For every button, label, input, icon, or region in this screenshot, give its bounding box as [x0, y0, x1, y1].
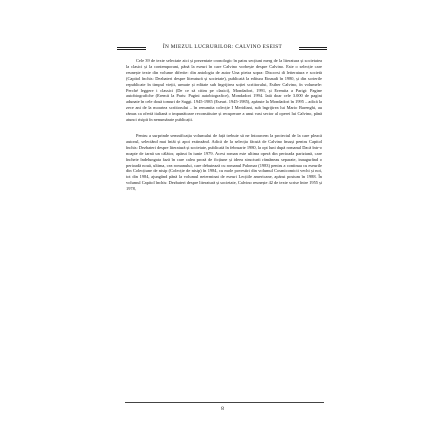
header-rule-right [299, 47, 327, 48]
footer-rule [125, 402, 324, 403]
page-number: 8 [221, 406, 224, 412]
running-head-title: ÎN MIEZUL LUCRURILOR: CALVINO ESEIST [162, 44, 283, 50]
paragraph-gap [126, 123, 322, 133]
running-head [117, 43, 327, 51]
paragraph-2: Pentru a surprinde semnificația volumului de față trebuie să ne întoarcem la proiectul de la care pleacă autorul, selectând mai întâi și apoi extinzând. Adică de la selecția făcută de Calvino însuși pentru Capitol închis: Dezbateri despre literatură și societate, publicată în februarie 1980, la opt luni după romanul Dacă într-o noapte de iarnă un călător, apărut în iunie 1979. Acest roman este ultima operă din perioada pariziană, care încheie îndelungata fază în care calea proză de ficțiune și ideea structurii rămâneau separate, inaugurând o perioadă nouă, ultima, cea romanului, care debutează cu romanul Palomar (1983) pentru a continua cu eseurile din Colecțiune de nisip (Colecție de nisip) în 1984, cu mole povestiri din volumul Cosmicomicii vechi și noi, tot din 1984, ajungând până la volumul neterminat de eseuri Lecțiile americane, apărut postum în 1988. În volumul Capitol închis: Dezbateri despre literatură și societate, Calvino reunește 42 de texte scrise între 1955 și 1978, [126, 132, 322, 192]
paragraph-1: Cele 39 de texte selectate aici și prezentate cronologic în patru secțiuni merg de la literatura și societatea la clasici și la contemporani, până la eseuri în care Calvino vorbește despre Calvino. Este o selecție care reunește texte din volume diferite: din antologia de autor Una pietra sopra: Discorsi di letteratura e società (Capitol închis: Dezbateri despre literatură și societate), publicată la editura Einaudi în 1980, și din scrierile republicate în timpul vieții, urmate și editate sub îngrijirea soției scriitorului, Esther Calvino, în volumele: Perché leggere i classici (De ce să citim pe clasici), Mondadori, 1991, și Eremita a Parigi: Pagine autobiografiche (Eremit la Paris: Pagini autobiografice), Mondadori 1994. Iată doar cele 3.000 de pagini adunate în cele două tomuri de Saggi. 1945-1985 (Eseuri. 1945-1985), apărute la Mondadori în 1995 – adică la zece ani de la moartea scriitorului – în renumita colecție I Meridiani, sub îngrijirea lui Mario Barenghi, au rămas ca ofertă italiană o impunătoare reconstituire și recuperare a unui vast sector al operei lui Calvino, până atunci risipit în nenumărate publicații. [126, 58, 322, 123]
body-text [126, 58, 322, 192]
header-rule-left [117, 47, 146, 48]
